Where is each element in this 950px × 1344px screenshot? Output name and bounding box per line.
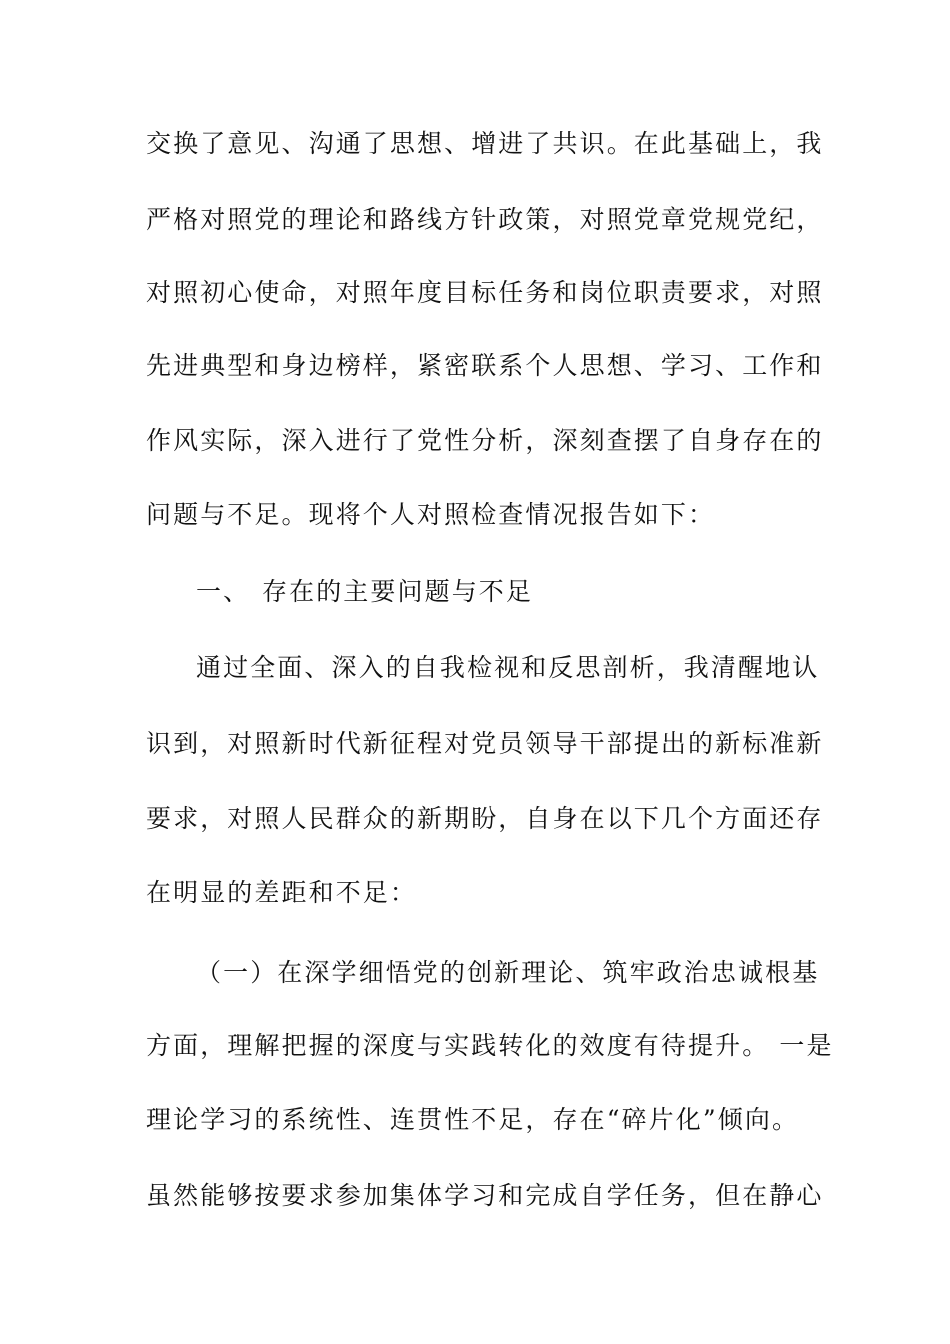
paragraph-1-line-2: 严格对照党的理论和路线方针政策，对照党章党规党纪， [146,205,824,234]
paragraph-2-line-4: 在明显的差距和不足： [146,878,418,907]
paragraph-1-line-1: 交换了意见、沟通了思想、增进了共识。在此基础上，我 [146,129,824,158]
paragraph-2-line-2: 识到，对照新时代新征程对党员领导干部提出的新标准新 [146,729,824,758]
paragraph-2-line-3: 要求，对照人民群众的新期盼，自身在以下几个方面还存 [146,804,824,833]
paragraph-3-line-3: 理论学习的系统性、连贯性不足，存在“碎片化”倾向。 [146,1105,800,1134]
paragraph-3-line-4: 虽然能够按要求参加集体学习和完成自学任务，但在静心 [146,1181,824,1210]
section-heading-title: 存在的主要问题与不足 [262,577,534,606]
paragraph-1-line-6: 问题与不足。现将个人对照检查情况报告如下： [146,500,716,529]
paragraph-3-line-1: （一）在深学细悟党的创新理论、筑牢政治忠诚根基 [196,958,820,987]
section-heading-number: 一、 [196,577,251,606]
paragraph-1-line-4: 先进典型和身边榜样，紧密联系个人思想、学习、工作和 [146,351,824,380]
paragraph-2-line-1: 通过全面、深入的自我检视和反思剖析，我清醒地认 [196,653,820,682]
paragraph-3-line-2: 方面，理解把握的深度与实践转化的效度有待提升。 一是 [146,1031,834,1060]
paragraph-1-line-5: 作风实际，深入进行了党性分析，深刻查摆了自身存在的 [146,426,824,455]
paragraph-1-line-3: 对照初心使命，对照年度目标任务和岗位职责要求，对照 [146,278,824,307]
